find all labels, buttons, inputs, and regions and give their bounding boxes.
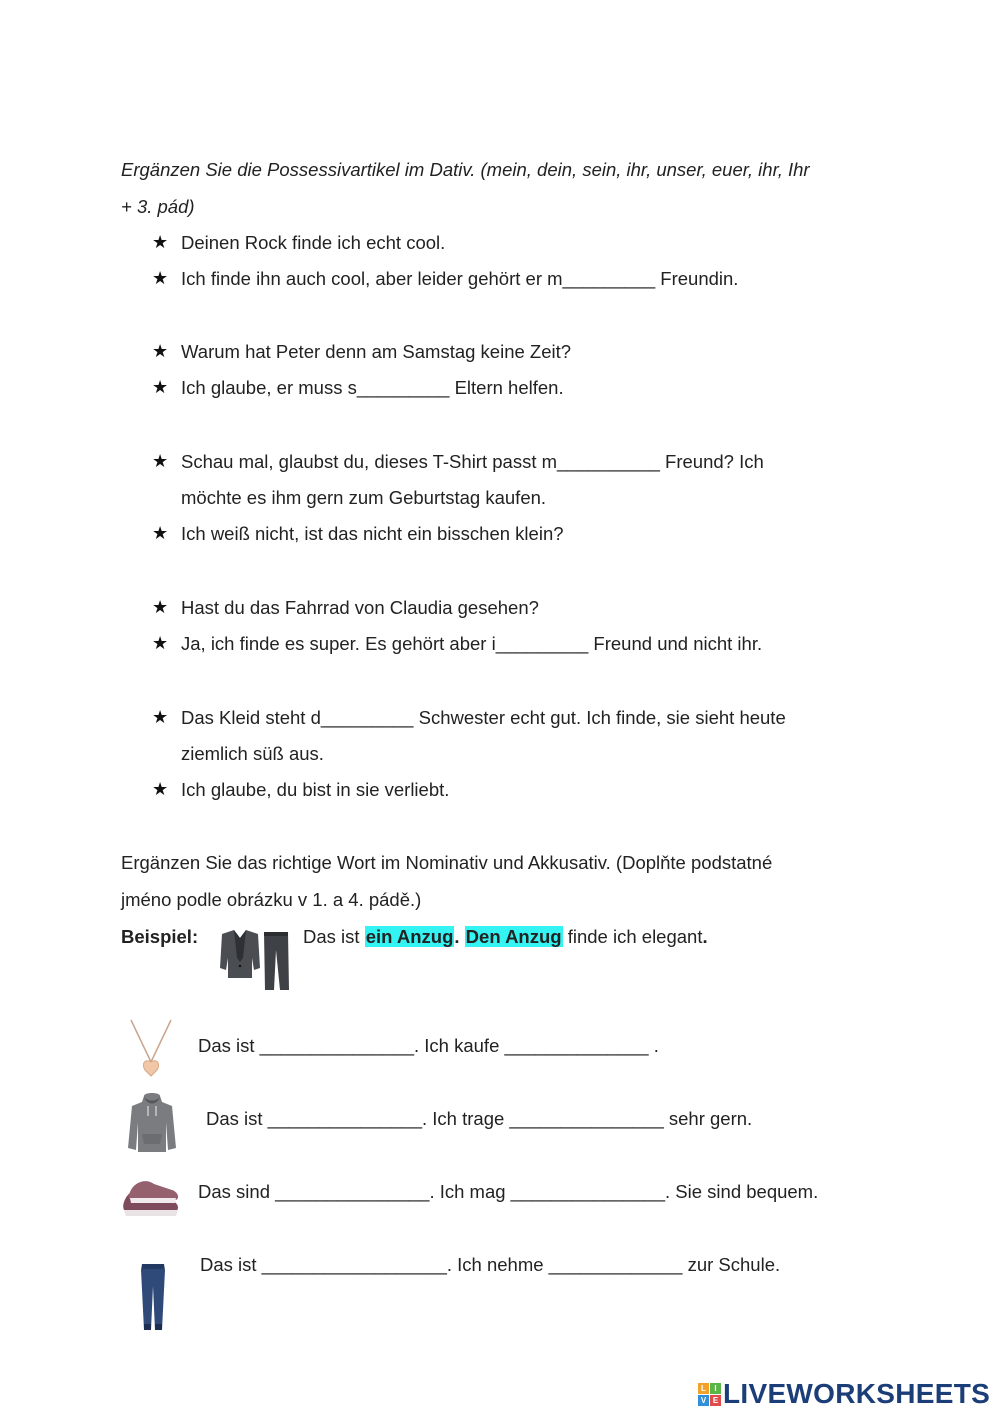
list-item: Hast du das Fahrrad von Claudia gesehen? — [181, 597, 539, 618]
logo-text: LIVEWORKSHEETS — [723, 1378, 991, 1409]
example-sentence — [303, 926, 708, 948]
list-item-continuation: möchte es ihm gern zum Geburtstag kaufen. — [181, 487, 547, 508]
suit-icon — [218, 928, 292, 992]
list-item: Ich weiß nicht, ist das nicht ein bisschen klein? — [181, 523, 564, 544]
item-text-pre: Ich glaube, er muss s — [181, 377, 357, 398]
exercise1-instruction-line2: + 3. pád) — [121, 196, 195, 217]
list-item — [181, 377, 564, 399]
sneakers-icon — [120, 1172, 182, 1222]
example-highlight-nominative: ein Anzug — [365, 926, 454, 947]
list-item — [181, 633, 762, 655]
list-item — [181, 268, 738, 290]
exercise2-row-4: Das ist __________________. Ich nehme _____________ zur Schule. — [200, 1254, 781, 1275]
item-text-post: Freund? Ich — [659, 451, 764, 472]
item-text-pre: Ich finde ihn auch cool, aber leider gehört er m — [181, 268, 563, 289]
item-text-post: Schwester echt gut. Ich finde, sie sieht heute — [413, 707, 786, 728]
liveworksheets-logo — [698, 1377, 990, 1411]
list-item: Deinen Rock finde ich echt cool. — [181, 232, 446, 253]
list-item-continuation: ziemlich süß aus. — [181, 743, 324, 764]
star-bullet-icon: ★ — [152, 707, 169, 727]
star-bullet-icon: ★ — [152, 451, 169, 471]
list-item — [181, 451, 764, 473]
exercise2-row-3: Das sind _______________. Ich mag _______________. Sie sind bequem. — [198, 1181, 819, 1202]
hoodie-icon — [126, 1092, 178, 1154]
item-text-post: Freundin. — [655, 268, 739, 289]
item-text-post: Freund und nicht ihr. — [588, 633, 763, 654]
star-bullet-icon: ★ — [152, 597, 169, 617]
item-text-pre: Schau mal, glaubst du, dieses T-Shirt passt m — [181, 451, 558, 472]
star-bullet-icon: ★ — [152, 523, 169, 543]
exercise2-instruction-line1: Ergänzen Sie das richtige Wort im Nominativ und Akkusativ. (Doplňte podstatné — [121, 852, 773, 873]
item-text-post: Eltern helfen. — [449, 377, 564, 398]
star-bullet-icon: ★ — [152, 341, 169, 361]
list-item: Warum hat Peter denn am Samstag keine Zeit? — [181, 341, 572, 362]
star-bullet-icon: ★ — [152, 633, 169, 653]
answer-blank[interactable]: _________ — [356, 377, 450, 398]
item-text-pre: Ja, ich finde es super. Es gehört aber i — [181, 633, 496, 654]
star-bullet-icon: ★ — [152, 377, 169, 397]
exercise1-instruction-line1: Ergänzen Sie die Possessivartikel im Dativ. (mein, dein, sein, ihr, unser, euer, ihr, Ihr — [121, 159, 810, 180]
star-bullet-icon: ★ — [152, 779, 169, 799]
answer-blank[interactable]: _________ — [495, 633, 589, 654]
necklace-icon — [125, 1018, 177, 1080]
example-highlight-accusative: Den Anzug — [465, 926, 562, 947]
star-bullet-icon: ★ — [152, 232, 169, 252]
example-end: . — [702, 926, 708, 947]
answer-blank[interactable]: __________ — [557, 451, 660, 472]
jeans-icon — [132, 1262, 174, 1332]
list-item: Ich glaube, du bist in sie verliebt. — [181, 779, 450, 800]
exercise2-instruction-line2: jméno podle obrázku v 1. a 4. pádě.) — [121, 889, 422, 910]
answer-blank[interactable]: _________ — [320, 707, 414, 728]
answer-blank[interactable]: _________ — [562, 268, 656, 289]
item-text-pre: Das Kleid steht d — [181, 707, 321, 728]
example-post: finde ich elegant — [562, 926, 703, 947]
logo-cube-icon: L I V E — [698, 1383, 721, 1406]
example-mid: . — [454, 926, 465, 947]
star-bullet-icon: ★ — [152, 268, 169, 288]
example-pre: Das ist — [303, 926, 365, 947]
exercise2-row-2: Das ist _______________. Ich trage _______________ sehr gern. — [206, 1108, 753, 1129]
example-label: Beispiel: — [121, 926, 199, 947]
exercise2-row-1: Das ist _______________. Ich kaufe ______________ . — [198, 1035, 659, 1056]
list-item — [181, 707, 786, 729]
